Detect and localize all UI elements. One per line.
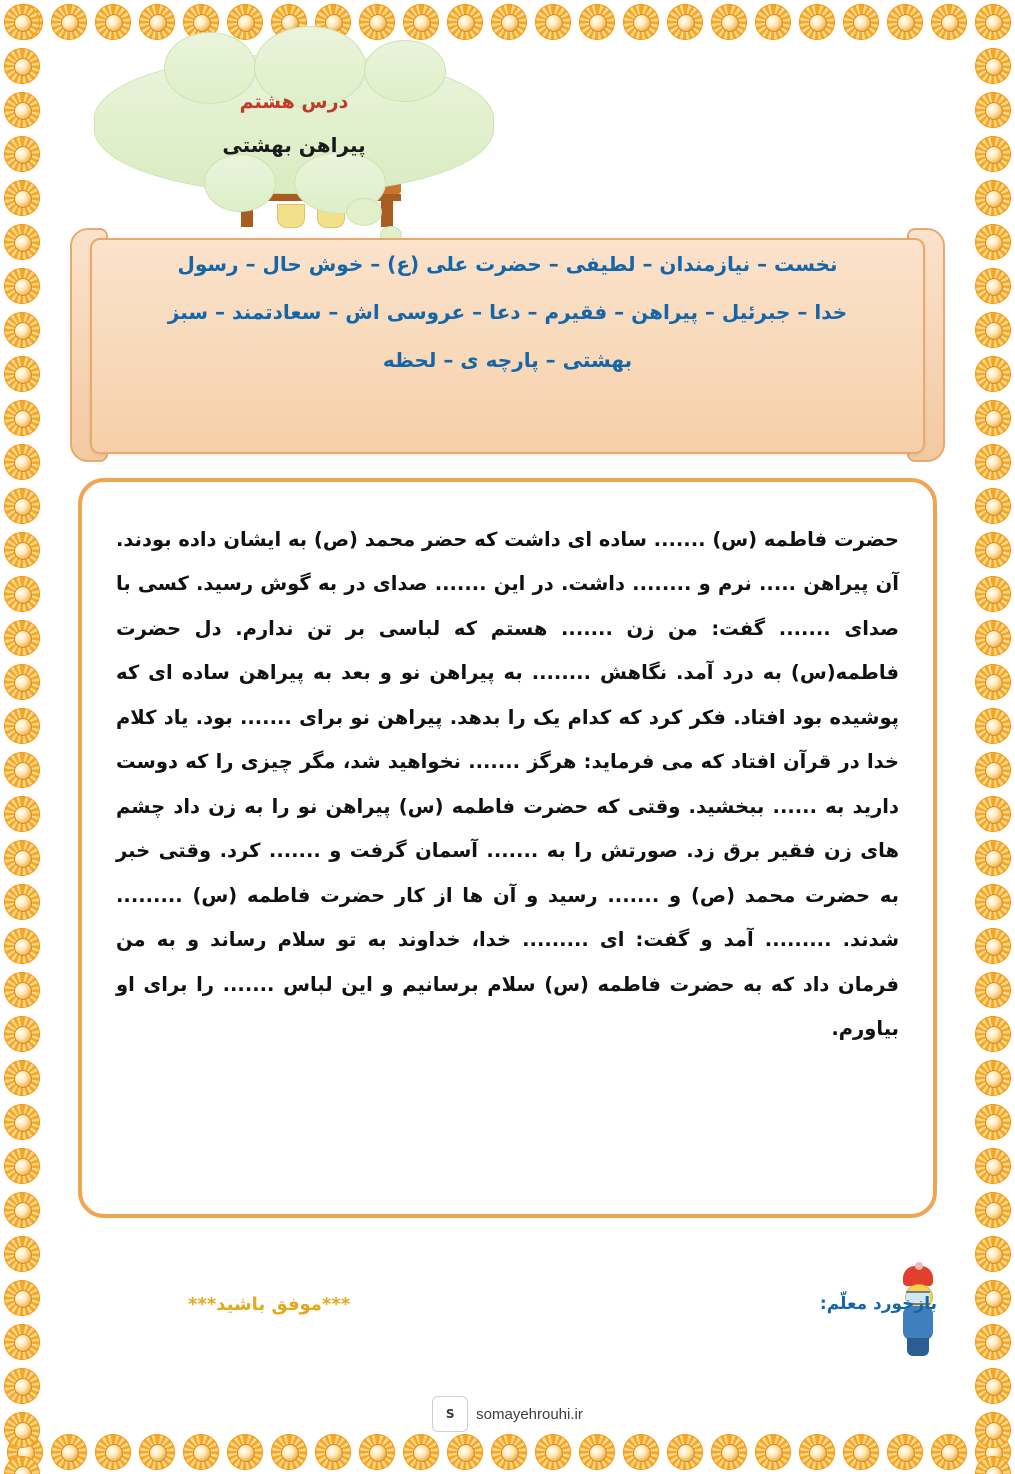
sunflower-icon	[971, 1320, 1015, 1364]
worksheet-header	[44, 44, 971, 224]
student-mascot-icon	[891, 1264, 945, 1364]
sunflower-icon	[0, 396, 44, 440]
sunflower-icon	[971, 924, 1015, 968]
thought-cloud	[94, 54, 494, 194]
sunflower-icon	[0, 1430, 3, 1474]
sunflower-icon	[971, 352, 1015, 396]
sunflower-icon	[971, 1100, 1015, 1144]
sunflower-icon	[971, 484, 1015, 528]
sunflower-icon	[971, 792, 1015, 836]
sunflower-icon	[971, 440, 1015, 484]
sunflower-icon	[971, 88, 1015, 132]
sunflower-icon	[971, 264, 1015, 308]
sunflower-icon	[883, 1430, 927, 1474]
sunflower-icon	[91, 1430, 135, 1474]
word-bank-line: بهشتی – پارچه ی – لحظه	[382, 348, 633, 372]
sunflower-icon	[0, 132, 44, 176]
sunflower-icon	[971, 748, 1015, 792]
sunflower-icon	[971, 44, 1015, 88]
sunflower-icon	[971, 1188, 1015, 1232]
sunflower-icon	[663, 0, 707, 44]
sunflower-icon	[751, 0, 795, 44]
sunflower-icon	[0, 0, 3, 44]
sunflower-icon	[0, 352, 44, 396]
sunflower-icon	[0, 1100, 44, 1144]
sunflower-icon	[0, 0, 44, 44]
sunflower-icon	[399, 1430, 443, 1474]
sunflower-icon	[971, 880, 1015, 924]
sunflower-icon	[0, 1276, 44, 1320]
sunflower-icon	[47, 0, 91, 44]
sunflower-icon	[0, 704, 44, 748]
sunflower-icon	[443, 0, 487, 44]
border-band-bottom	[0, 1430, 1015, 1474]
sunflower-icon	[443, 1430, 487, 1474]
site-logo-icon: S	[432, 1396, 468, 1432]
sunflower-icon	[0, 792, 44, 836]
sunflower-icon	[0, 1320, 44, 1364]
border-band-left	[0, 0, 44, 1474]
sunflower-icon	[47, 1430, 91, 1474]
sunflower-icon	[487, 1430, 531, 1474]
sunflower-icon	[223, 1430, 267, 1474]
sunflower-icon	[0, 1144, 44, 1188]
sunflower-icon	[971, 704, 1015, 748]
border-band-right	[971, 0, 1015, 1474]
sunflower-icon	[0, 264, 44, 308]
sunflower-icon	[971, 0, 1015, 44]
sunflower-icon	[0, 748, 44, 792]
sunflower-icon	[971, 220, 1015, 264]
sunflower-icon	[971, 528, 1015, 572]
sunflower-icon	[839, 1430, 883, 1474]
sunflower-icon	[3, 1430, 47, 1474]
sunflower-icon	[663, 1430, 707, 1474]
sunflower-icon	[971, 968, 1015, 1012]
sunflower-icon	[971, 1012, 1015, 1056]
sunflower-icon	[0, 924, 44, 968]
sunflower-icon	[0, 308, 44, 352]
sunflower-icon	[0, 616, 44, 660]
cup-left	[277, 204, 305, 228]
desk-leg-right	[381, 201, 393, 227]
sunflower-icon	[0, 1232, 44, 1276]
sunflower-icon	[399, 0, 443, 44]
sunflower-icon	[0, 484, 44, 528]
teacher-feedback-label: بازخورد معلّم:	[819, 1294, 937, 1314]
good-luck-note: ***موفق باشید***	[188, 1294, 351, 1315]
sunflower-icon	[971, 660, 1015, 704]
sunflower-icon	[927, 1430, 971, 1474]
sunflower-icon	[0, 1012, 44, 1056]
border-band-top	[0, 0, 1015, 44]
sunflower-icon	[971, 1144, 1015, 1188]
sunflower-icon	[971, 572, 1015, 616]
worksheet-footer	[78, 1270, 937, 1390]
sunflower-icon	[135, 1430, 179, 1474]
sunflower-icon	[619, 0, 663, 44]
cloud-tail-large	[346, 198, 382, 226]
sunflower-icon	[0, 1056, 44, 1100]
sunflower-icon	[0, 572, 44, 616]
sunflower-icon	[179, 1430, 223, 1474]
sunflower-icon	[0, 88, 44, 132]
sunflower-icon	[0, 1188, 44, 1232]
sunflower-icon	[311, 1430, 355, 1474]
word-bank-line: خدا – جبرئیل – پیراهن – فقیرم – دعا – عروسی اش – سعادتمند – سبز	[167, 300, 848, 324]
sunflower-icon	[531, 0, 575, 44]
sunflower-icon	[135, 0, 179, 44]
sunflower-icon	[267, 1430, 311, 1474]
word-bank-list	[118, 252, 897, 372]
sunflower-icon	[575, 1430, 619, 1474]
sunflower-icon	[883, 0, 927, 44]
sunflower-icon	[971, 1452, 1015, 1474]
sunflower-icon	[0, 880, 44, 924]
sunflower-icon	[795, 0, 839, 44]
sunflower-icon	[971, 836, 1015, 880]
sunflower-icon	[0, 176, 44, 220]
sunflower-icon	[971, 132, 1015, 176]
sunflower-icon	[927, 0, 971, 44]
site-url-text: somayehrouhi.ir	[476, 1405, 583, 1423]
sunflower-icon	[0, 440, 44, 484]
sunflower-icon	[355, 0, 399, 44]
sunflower-icon	[971, 0, 1015, 44]
sunflower-icon	[355, 1430, 399, 1474]
passage-box	[78, 478, 937, 1218]
sunflower-icon	[0, 660, 44, 704]
sunflower-icon	[707, 1430, 751, 1474]
sunflower-icon	[971, 308, 1015, 352]
sunflower-icon	[795, 1430, 839, 1474]
sunflower-icon	[971, 1056, 1015, 1100]
sunflower-icon	[0, 528, 44, 572]
sunflower-icon	[575, 0, 619, 44]
sunflower-icon	[0, 220, 44, 264]
sunflower-icon	[971, 616, 1015, 660]
sunflower-icon	[0, 836, 44, 880]
sunflower-icon	[0, 1452, 44, 1474]
sunflower-icon	[487, 0, 531, 44]
sunflower-icon	[619, 1430, 663, 1474]
lesson-title: پیراهن بهشتی	[222, 133, 366, 157]
sunflower-icon	[3, 0, 47, 44]
sunflower-icon	[0, 44, 44, 88]
sunflower-icon	[971, 1232, 1015, 1276]
sunflower-icon	[971, 1276, 1015, 1320]
site-watermark	[0, 1396, 1015, 1432]
passage-text: حضرت فاطمه (س) ....... ساده ای داشت که حضر محمد (ص) به ایشان داده بودند. آن پیراهن ..... نرم و ........ داشت. در این ....... صدای در به گوش رسید. کسی با صدای ....... گفت: من زن ....... هستم که لباسی بر تن ندارم. دل حضرت فاطمه(س) به درد آمد. نگاهش ........ به پیراهن نو و بعد به پیراهن ساده ای که پوشیده بود افتاد. فکر کرد که کدام یک را بدهد. پیراهن نو برای ....... بود. یاد کلام خدا در قرآن افتاد که می فرماید: هرگز ....... نخواهید شد، مگر چیزی را که دوست دارید به ...... ببخشید. وقتی که حضرت فاطمه (س) پیراهن نو را به زن داد چشم های زن فقیر برق زد. صورتش را به ....... آسمان گرفت و ....... کرد. وقتی خبر به حضرت محمد (ص) و ....... رسید و آن ها از کار حضرت فاطمه (س) ......... شدند. ......... آمد و گفت: ای ......... خدا، خداوند به تو سلام رساند و به من فرمان داد که به حضرت فاطمه (س) سلام برسانیم و این لباس ....... را برای او بیاورم.	[116, 528, 899, 1040]
sunflower-icon	[839, 0, 883, 44]
sunflower-icon	[91, 0, 135, 44]
sunflower-icon	[0, 968, 44, 1012]
word-bank-line: نخست – نیازمندان – لطیفی – حضرت علی (ع) – خوش حال – رسول	[177, 252, 838, 276]
lesson-number: درس هشتم	[239, 91, 349, 113]
sunflower-icon	[971, 396, 1015, 440]
sunflower-icon	[971, 1430, 1015, 1474]
sunflower-icon	[751, 1430, 795, 1474]
sunflower-icon	[971, 176, 1015, 220]
sunflower-icon	[707, 0, 751, 44]
sunflower-icon	[531, 1430, 575, 1474]
word-bank-scroll	[70, 228, 945, 468]
